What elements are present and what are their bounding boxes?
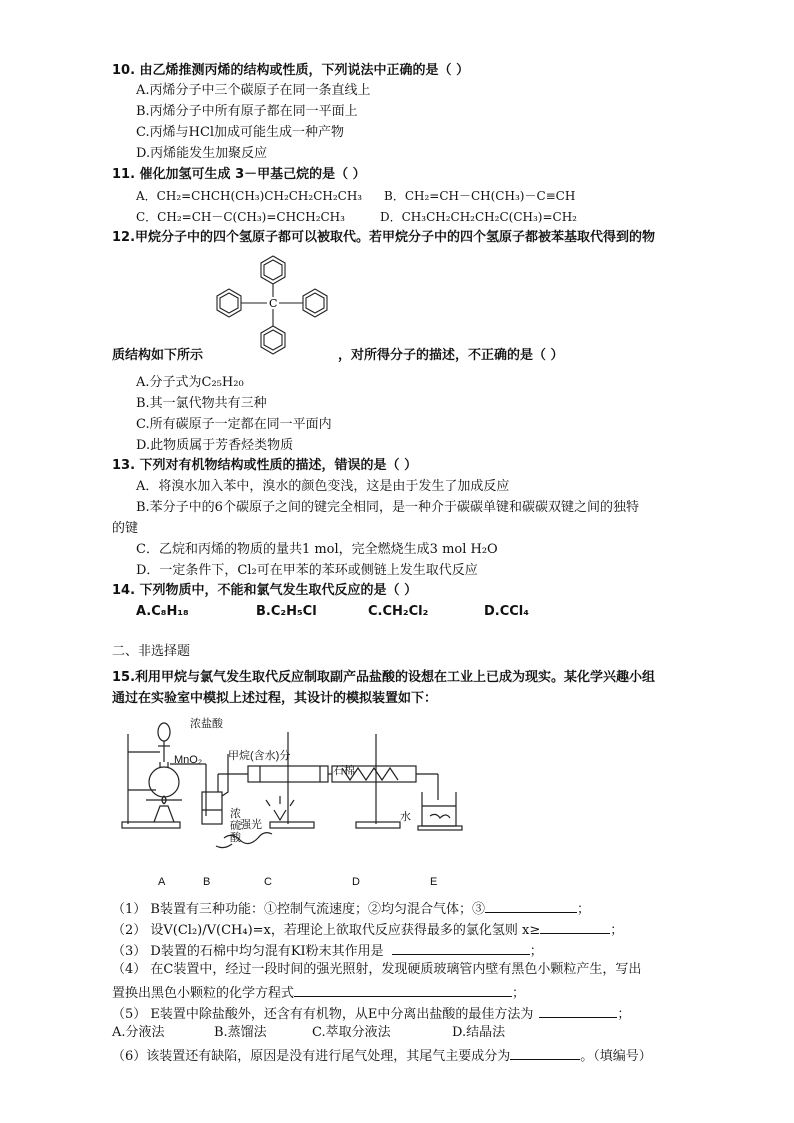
q14-option-d: D.CCl₄ bbox=[484, 604, 529, 619]
q15-stem-line1: 15.利用甲烷与氯气发生取代反应制取副产品盐酸的设想在工业上已成为现实。某化学兴趣小组 bbox=[112, 670, 656, 685]
apparatus-diagram bbox=[120, 712, 465, 862]
answer-blank-4[interactable] bbox=[294, 982, 512, 997]
apparatus-letter-b: B bbox=[203, 876, 211, 888]
q15-part3: （3） D装置的石棉中均匀混有KI粉末其作用是 ； bbox=[112, 940, 543, 961]
apparatus-letter-e: E bbox=[430, 876, 438, 888]
q14-option-c: C.CH₂Cl₂ bbox=[368, 604, 429, 619]
q12-option-d: D.此物质属于芳香烃类物质 bbox=[136, 438, 294, 453]
q14-option-a: A.C₈H₁₈ bbox=[136, 604, 189, 619]
q13-option-d: D．一定条件下，Cl₂可在甲苯的苯环或侧链上发生取代反应 bbox=[136, 563, 478, 578]
q13-option-c: C．乙烷和丙烯的物质的量共1 mol，完全燃烧生成3 mol H₂O bbox=[136, 542, 498, 557]
q15-part6: （6）该装置还有缺陷，原因是没有进行尾气处理，其尾气主要成分为 。（填编号） bbox=[112, 1045, 652, 1066]
q15-part2: （2） 设V(Cl₂)/V(CH₄)=x，若理论上欲取代反应获得最多的氯化氢则 x≥ ； bbox=[112, 919, 623, 940]
q12-option-a: A.分子式为C₂₅H₂₀ bbox=[136, 375, 244, 390]
q15-part5-option-c: C.萃取分液法 bbox=[312, 1025, 391, 1040]
q15-part4-line1: （4） 在C装置中，经过一段时间的强光照射，发现硬质玻璃管内壁有黑色小颗粒产生，写出 bbox=[112, 962, 642, 977]
section-heading: 二、非选择题 bbox=[112, 644, 191, 659]
methane-label: 甲烷(含水)分 bbox=[228, 750, 291, 762]
q12-stem-line2b: ，对所得分子的描述，不正确的是（ ） bbox=[338, 348, 564, 363]
asbestos-label: 石棉 bbox=[333, 765, 355, 777]
q12-option-c: C.所有碳原子一定都在同一平面内 bbox=[136, 417, 332, 432]
apparatus-letter-a: A bbox=[158, 876, 166, 888]
tetraphenylmethane-structure bbox=[205, 250, 340, 362]
q11-option-b: B．CH₂=CH－CH(CH₃)－C≡CH bbox=[384, 189, 576, 203]
center-carbon-label: C bbox=[269, 297, 278, 310]
answer-blank-1[interactable] bbox=[485, 898, 577, 913]
strong-light-label: 强光 bbox=[240, 819, 262, 831]
q15-stem-line2: 通过在实验室中模拟上述过程，其设计的模拟装置如下： bbox=[112, 691, 438, 706]
q13-option-b-line1: B.苯分子中的6个碳原子之间的键完全相同，是一种介于碳碳单键和碳碳双键之间的独特 bbox=[136, 500, 639, 515]
q15-part4-line2: 置换出黑色小颗粒的化学方程式 ； bbox=[112, 982, 525, 1003]
answer-blank-5[interactable] bbox=[539, 1003, 617, 1018]
q13-option-a: A．将溴水加入苯中，溴水的颜色变浅，这是由于发生了加成反应 bbox=[136, 479, 510, 494]
conc-h2so4-label: 浓硫酸 bbox=[230, 808, 241, 844]
q11-option-d: D．CH₃CH₂CH₂CH₂C(CH₃)=CH₂ bbox=[380, 210, 577, 224]
apparatus-letter-c: C bbox=[264, 876, 272, 888]
q12-stem-line1: 12.甲烷分子中的四个氢原子都可以被取代。若甲烷分子中的四个氢原子都被苯基取代得到的物 bbox=[112, 230, 656, 245]
q14-option-b: B.C₂H₅Cl bbox=[256, 604, 317, 619]
q12-option-b: B.其一氯代物共有三种 bbox=[136, 396, 267, 411]
q11-option-a: A．CH₂=CHCH(CH₃)CH₂CH₂CH₂CH₃ bbox=[136, 189, 363, 203]
q14-stem: 14. 下列物质中，不能和氯气发生取代反应的是（ ） bbox=[112, 583, 418, 598]
q15-part5-option-a: A.分液法 bbox=[112, 1025, 165, 1040]
q13-stem: 13. 下列对有机物结构或性质的描述，错误的是（ ） bbox=[112, 458, 418, 473]
answer-blank-3[interactable] bbox=[392, 940, 530, 955]
q11-stem: 11. 催化加氢可生成 3－甲基己烷的是（ ） bbox=[112, 167, 366, 182]
q15-part1: （1） B装置有三种功能：①控制气流速度；②均匀混合气体；③ ； bbox=[112, 898, 590, 919]
q10-option-b: B.丙烯分子中所有原子都在同一平面上 bbox=[136, 104, 358, 119]
water-label: 水 bbox=[400, 811, 411, 823]
q11-option-c: C．CH₂=CH－C(CH₃)=CHCH₂CH₃ bbox=[136, 210, 345, 224]
q10-option-d: D.丙烯能发生加聚反应 bbox=[136, 146, 268, 161]
q10-option-a: A.丙烯分子中三个碳原子在同一条直线上 bbox=[136, 83, 371, 98]
apparatus-letter-d: D bbox=[352, 876, 360, 888]
q12-stem-line2a: 质结构如下所示 bbox=[112, 348, 204, 363]
answer-blank-6[interactable] bbox=[510, 1045, 580, 1060]
q13-option-b-line2: 的键 bbox=[112, 521, 139, 536]
q10-option-c: C.丙烯与HCl加成可能生成一种产物 bbox=[136, 125, 345, 140]
q10-stem: 10. 由乙烯推测丙烯的结构或性质，下列说法中正确的是（ ） bbox=[112, 63, 470, 78]
mno2-label: MnO₂ bbox=[174, 754, 203, 766]
q15-part5: （5） E装置中除盐酸外，还含有有机物，从E中分离出盐酸的最佳方法为 ； bbox=[112, 1003, 630, 1024]
answer-blank-2[interactable] bbox=[540, 919, 610, 934]
conc-hcl-label: 浓盐酸 bbox=[190, 718, 223, 730]
q15-part5-option-d: D.结晶法 bbox=[452, 1025, 506, 1040]
q15-part5-option-b: B.蒸馏法 bbox=[214, 1025, 267, 1040]
